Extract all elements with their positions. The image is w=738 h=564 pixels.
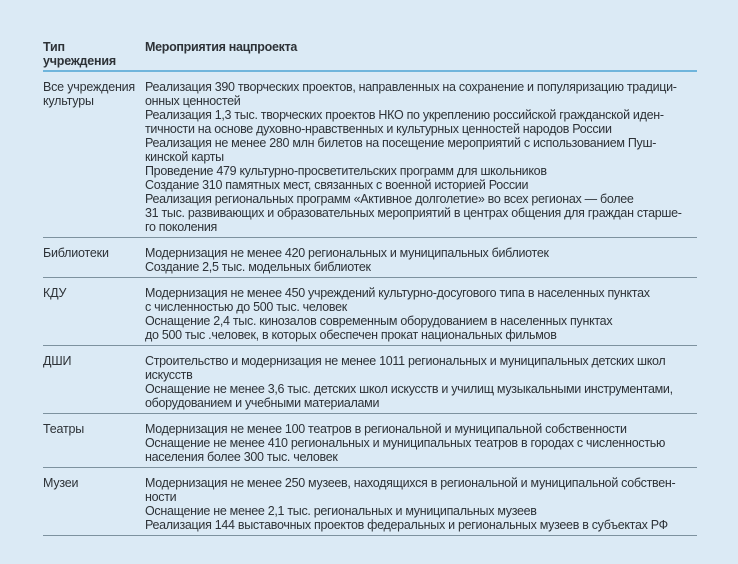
measure-line: оборудованием и учебными материалами <box>145 396 380 410</box>
measure-line: го поколения <box>145 220 218 234</box>
table-body <box>43 72 697 536</box>
institution-type-cell: Все учреждения культуры <box>43 80 135 108</box>
table-row <box>43 346 697 414</box>
measure-line: ности <box>145 490 177 504</box>
measure-line: Создание 310 памятных мест, связанных с военной историей России <box>145 178 529 192</box>
measure-line: Проведение 479 культурно-просветительских программ для школьников <box>145 164 547 178</box>
measure-line: Реализация 390 творческих проектов, направленных на сохранение и популяризацию традици- <box>145 80 677 94</box>
institution-type-cell: Театры <box>43 422 85 436</box>
measure-line: Модернизация не менее 420 региональных и муниципальных библиотек <box>145 246 549 260</box>
measure-line: Модернизация не менее 450 учреждений культурно-досугового типа в населенных пунктах <box>145 286 650 300</box>
measure-line: населения более 300 тыс. человек <box>145 450 338 464</box>
measures-cell <box>145 354 697 410</box>
measure-line: с численностью до 500 тыс. человек <box>145 300 347 314</box>
measure-line: кинской карты <box>145 150 224 164</box>
measures-cell <box>145 422 697 464</box>
measure-line: Создание 2,5 тыс. модельных библиотек <box>145 260 371 274</box>
measure-line: 31 тыс. развивающих и образовательных мероприятий в центрах общения для граждан старше- <box>145 206 682 220</box>
measures-cell <box>145 286 697 342</box>
table-row <box>43 278 697 346</box>
measure-line: Реализация 144 выставочных проектов федеральных и региональных музеев в субъектах РФ <box>145 518 668 532</box>
measures-cell <box>145 476 697 532</box>
table-header <box>43 40 697 72</box>
measures-cell <box>145 80 697 234</box>
institution-type-cell: Библиотеки <box>43 246 109 260</box>
table-row <box>43 72 697 238</box>
measure-line: Модернизация не менее 100 театров в региональной и муниципальной собственности <box>145 422 627 436</box>
institution-type-cell: Музеи <box>43 476 79 490</box>
table-row <box>43 468 697 536</box>
measure-line: Оснащение не менее 410 региональных и муниципальных театров в городах с численностью <box>145 436 666 450</box>
table-row <box>43 414 697 468</box>
institution-type-cell: КДУ <box>43 286 67 300</box>
measure-line: Реализация не менее 280 млн билетов на посещение мероприятий с использованием Пуш- <box>145 136 657 150</box>
measure-line: Реализация 1,3 тыс. творческих проектов НКО по укреплению российской гражданской иден- <box>145 108 664 122</box>
measure-line: Модернизация не менее 250 музеев, находящихся в региональной и муниципальной собствен- <box>145 476 676 490</box>
institution-type-cell: ДШИ <box>43 354 72 368</box>
measure-line: тичности на основе духовно-нравственных и культурных ценностей народов России <box>145 122 612 136</box>
measure-line: Оснащение 2,4 тыс. кинозалов современным оборудованием в населенных пунктах <box>145 314 613 328</box>
column-header-national-project-measures: Мероприятия нацпроекта <box>145 40 298 54</box>
measure-line: онных ценностей <box>145 94 241 108</box>
measure-line: Строительство и модернизация не менее 1011 региональных и муниципальных детских школ <box>145 354 666 368</box>
measure-line: Оснащение не менее 3,6 тыс. детских школ искусств и училищ музыкальными инструментами, <box>145 382 673 396</box>
measure-line: Оснащение не менее 2,1 тыс. региональных и муниципальных музеев <box>145 504 537 518</box>
institution-measures-table <box>43 40 697 536</box>
column-header-institution-type: Тип учреждения <box>43 40 116 68</box>
measures-cell <box>145 246 697 274</box>
measure-line: искусств <box>145 368 193 382</box>
table-row <box>43 238 697 278</box>
measure-line: до 500 тыс .человек, в которых обеспечен прокат национальных фильмов <box>145 328 557 342</box>
measure-line: Реализация региональных программ «Активное долголетие» во всех регионах — более <box>145 192 634 206</box>
